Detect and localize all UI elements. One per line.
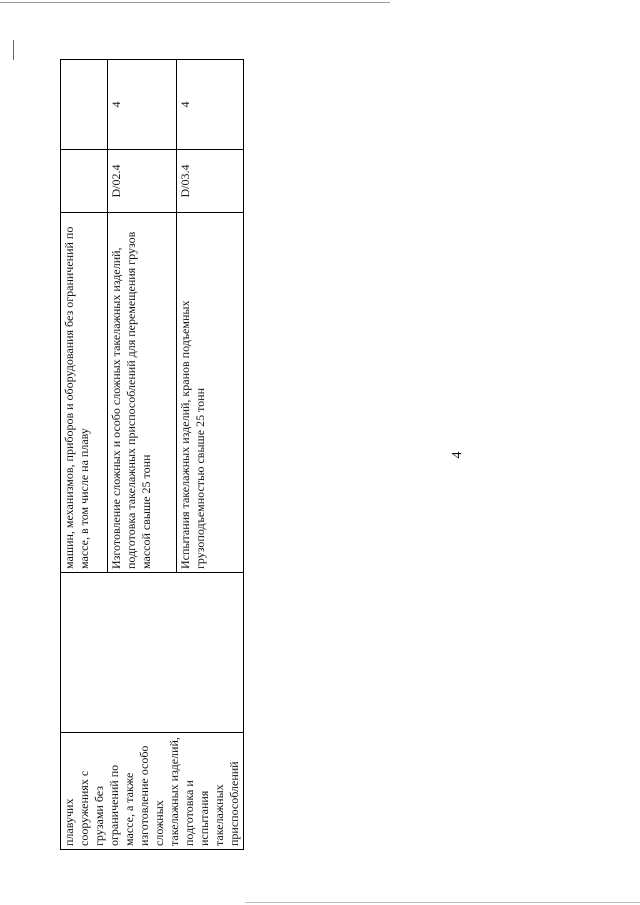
- function-cell: Изготовление сложных и особо сложных такелажных изделий, подготовка такелажных приспособлений для перемещения грузов массой свыше 25 тонн: [108, 213, 177, 573]
- level-cell: [61, 60, 108, 150]
- code-cell: [61, 150, 108, 213]
- qualification-table: [60, 59, 244, 850]
- table-row: [61, 60, 108, 850]
- code-cell: D/02.4: [108, 150, 177, 213]
- level-cell: 4: [176, 60, 243, 150]
- generalized-function-cell: плавучих сооружениях с грузами без ограничений по массе, а также изготовление особо сложных такелажных изделий, подготовка и испытания такелажных приспособлений: [61, 733, 244, 850]
- page-number: 4: [450, 451, 465, 459]
- level-cell: 4: [108, 60, 177, 150]
- function-cell: машин, механизмов, приборов и оборудования без ограничений по массе, в том числе на плаву: [61, 213, 108, 573]
- code-cell: D/03.4: [176, 150, 243, 213]
- scan-edge-top: [0, 2, 390, 3]
- function-cell: Испытания такелажных изделий, кранов подъемных грузоподъемностью свыше 25 тонн: [176, 213, 243, 573]
- scan-edge-bottom: [245, 902, 640, 903]
- rotated-table-container: [60, 60, 241, 850]
- scan-margin-mark: [13, 40, 14, 60]
- empty-cell: [61, 573, 244, 733]
